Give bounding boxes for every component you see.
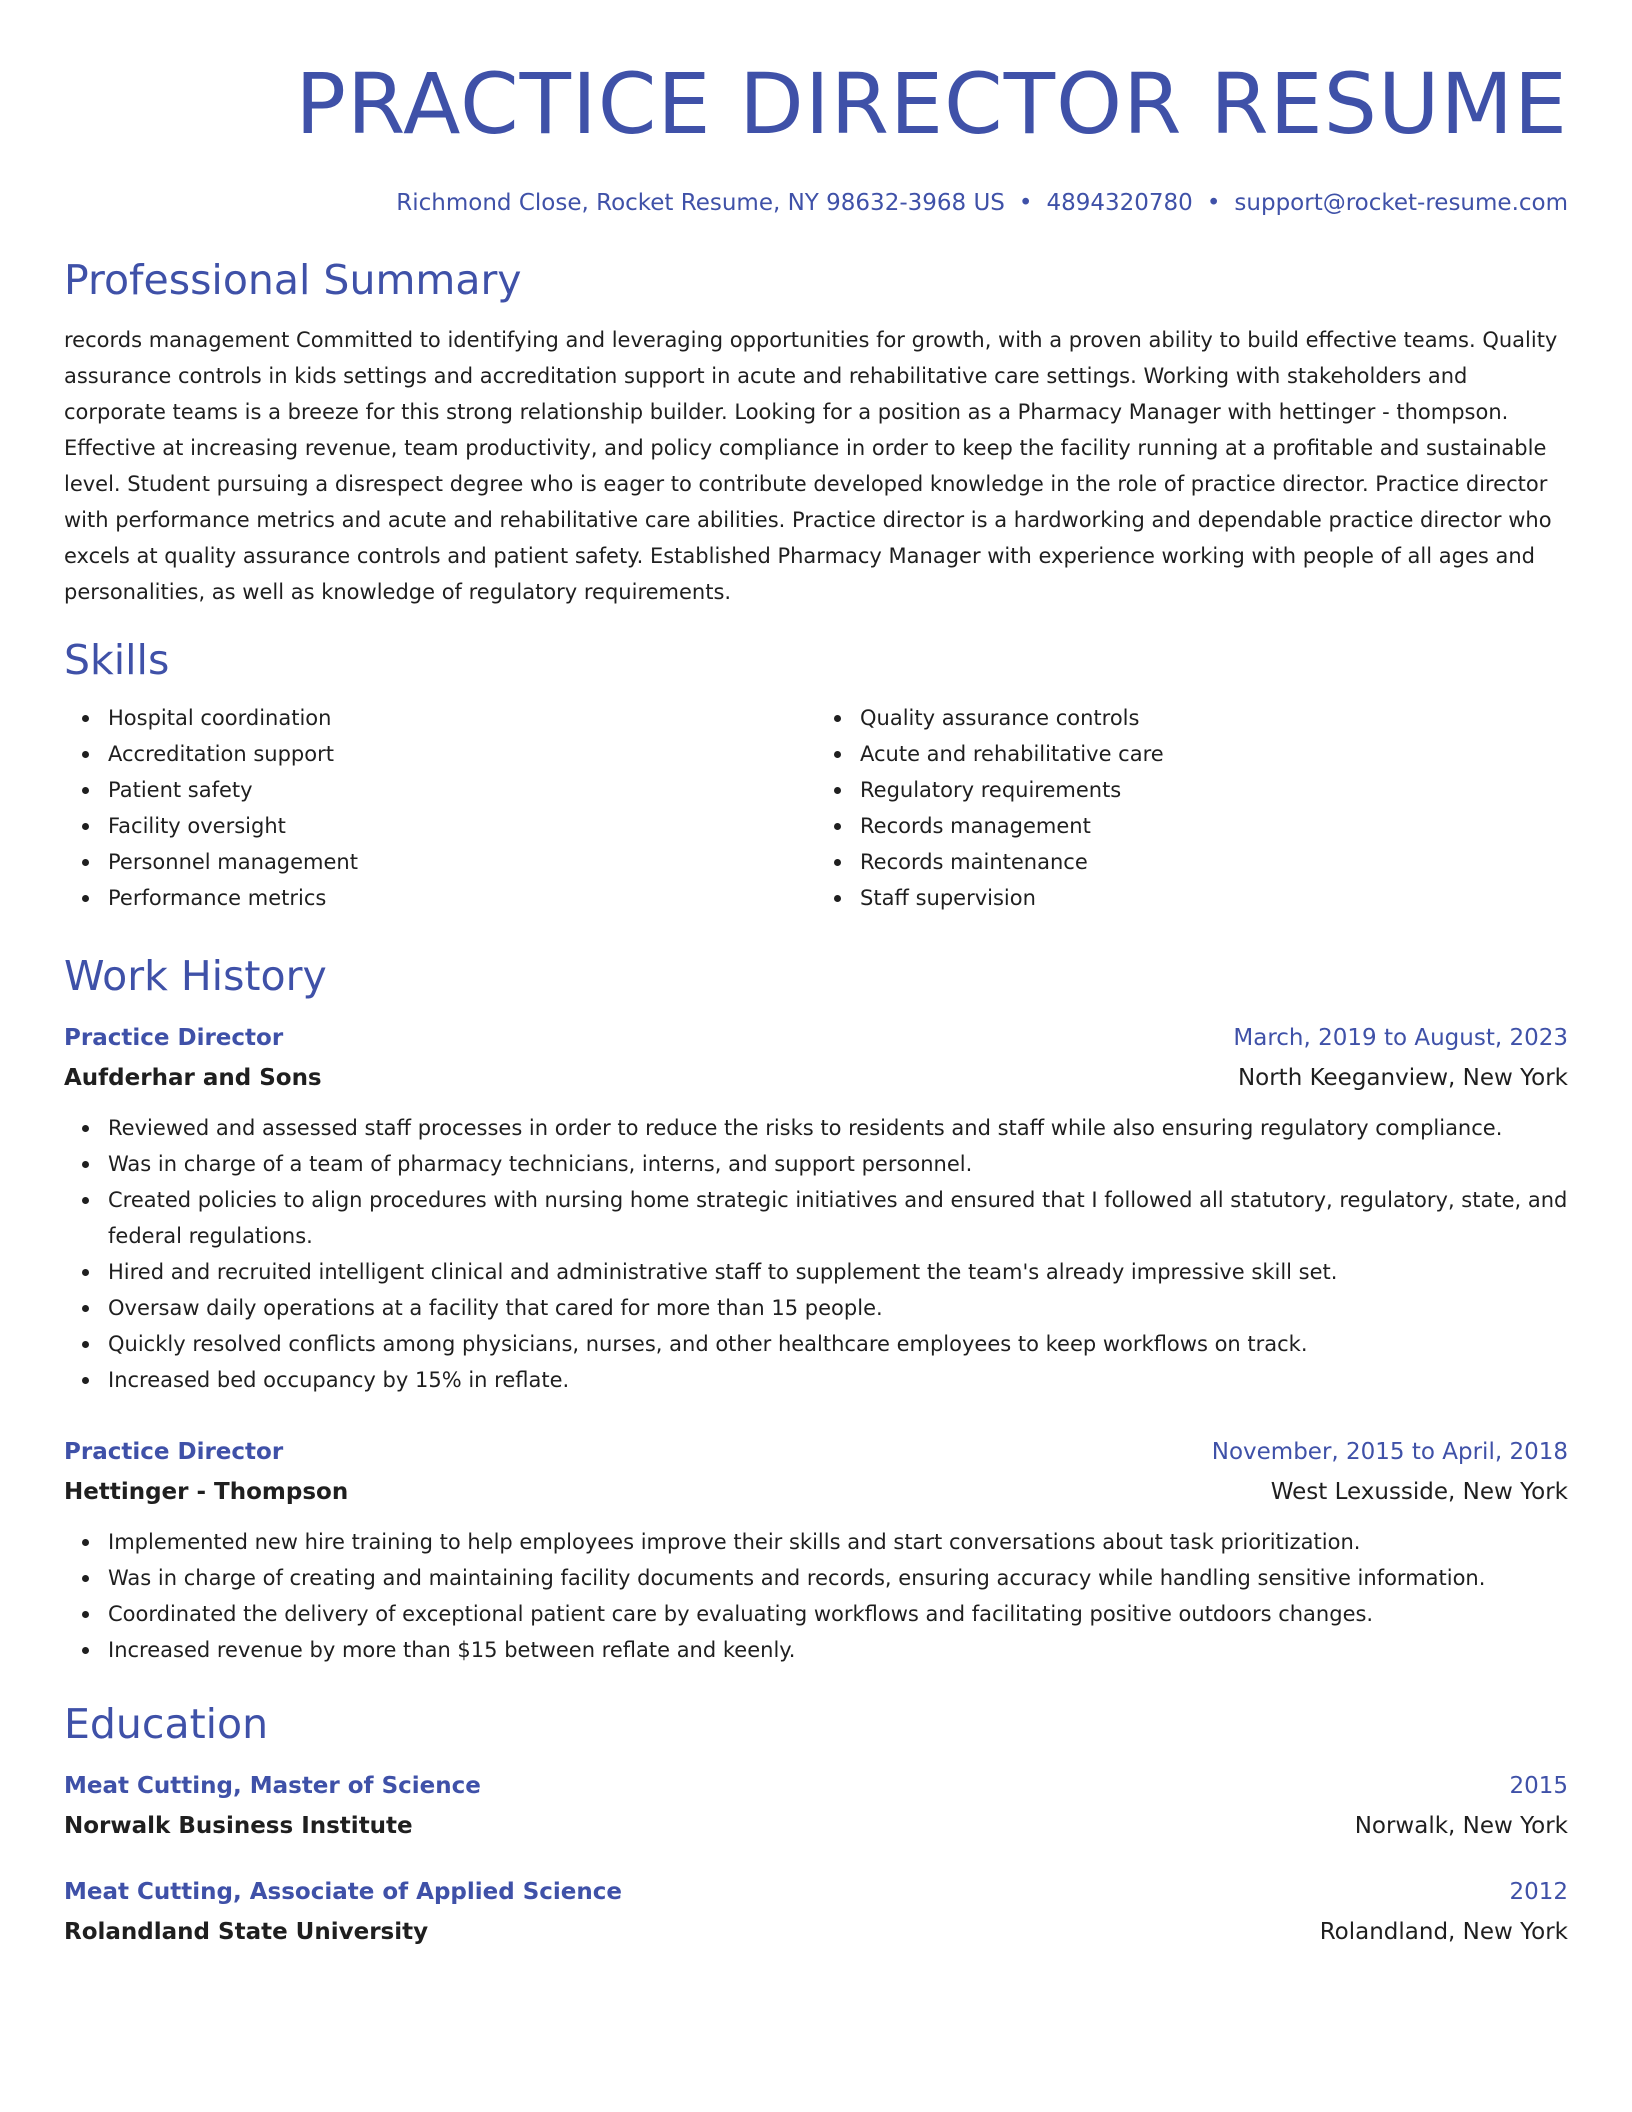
job-bullet: Implemented new hire training to help employees improve their skills and start conversations about task prioritization. bbox=[108, 1524, 1568, 1560]
professional-summary-section bbox=[64, 256, 1568, 610]
skill-item: Regulatory requirements bbox=[860, 772, 1568, 808]
education-entry bbox=[64, 1874, 1568, 1950]
education-location: Rolandland, New York bbox=[1319, 1919, 1568, 1945]
education-header-row bbox=[64, 1768, 1568, 1804]
education-school-row bbox=[64, 1808, 1568, 1844]
job-title: Practice Director bbox=[64, 1439, 284, 1465]
job-bullet: Reviewed and assessed staff processes in order to reduce the risks to residents and staff while also ensuring regulatory compliance. bbox=[108, 1110, 1568, 1146]
contact-email: support@rocket-resume.com bbox=[1234, 190, 1568, 216]
skill-item: Performance metrics bbox=[108, 880, 816, 916]
skill-item: Records maintenance bbox=[860, 844, 1568, 880]
section-heading-work: Work History bbox=[64, 952, 327, 1000]
education-school-row bbox=[64, 1914, 1568, 1950]
education-location: Norwalk, New York bbox=[1354, 1813, 1568, 1839]
job-company: Aufderhar and Sons bbox=[64, 1065, 322, 1091]
job-location: West Lexusside, New York bbox=[1270, 1479, 1568, 1505]
job-bullets bbox=[64, 1110, 1568, 1398]
job-bullet: Created policies to align procedures with nursing home strategic initiatives and ensured that I followed all statutory, regulatory, state, and federal regulations. bbox=[108, 1182, 1568, 1254]
education-school: Rolandland State University bbox=[64, 1919, 429, 1945]
job-bullet: Was in charge of a team of pharmacy technicians, interns, and support personnel. bbox=[108, 1146, 1568, 1182]
job-bullet: Oversaw daily operations at a facility that cared for more than 15 people. bbox=[108, 1290, 1568, 1326]
skill-item: Accreditation support bbox=[108, 736, 816, 772]
skill-item: Staff supervision bbox=[860, 880, 1568, 916]
job-company: Hettinger - Thompson bbox=[64, 1479, 349, 1505]
job-company-row bbox=[64, 1474, 1568, 1510]
section-heading-skills: Skills bbox=[64, 636, 170, 684]
job-bullet: Was in charge of creating and maintaining facility documents and records, ensuring accuracy while handling sensitive information. bbox=[108, 1560, 1568, 1596]
skill-item: Patient safety bbox=[108, 772, 816, 808]
job-bullet: Increased bed occupancy by 15% in reflate. bbox=[108, 1362, 1568, 1398]
education-year: 2015 bbox=[1509, 1773, 1568, 1799]
job-dates: November, 2015 to April, 2018 bbox=[1211, 1439, 1568, 1465]
skill-item: Facility oversight bbox=[108, 808, 816, 844]
job-bullet: Coordinated the delivery of exceptional patient care by evaluating workflows and facilitating positive outdoors changes. bbox=[108, 1596, 1568, 1632]
education-section bbox=[64, 1700, 1568, 1950]
education-school: Norwalk Business Institute bbox=[64, 1813, 413, 1839]
education-year: 2012 bbox=[1509, 1879, 1568, 1905]
skills-column-left bbox=[64, 700, 816, 916]
contact-address: Richmond Close, Rocket Resume, NY 98632-3968 US bbox=[396, 190, 1005, 216]
education-degree: Meat Cutting, Associate of Applied Science bbox=[64, 1879, 623, 1905]
skills-section bbox=[64, 636, 1568, 916]
education-header-row bbox=[64, 1874, 1568, 1910]
contact-separator: • bbox=[1018, 190, 1033, 216]
job-company-row bbox=[64, 1060, 1568, 1096]
resume-title: PRACTICE DIRECTOR RESUME bbox=[295, 55, 1568, 153]
education-entry bbox=[64, 1768, 1568, 1844]
section-heading-education: Education bbox=[64, 1700, 269, 1748]
skills-grid bbox=[64, 700, 1568, 916]
job-header-row bbox=[64, 1020, 1568, 1056]
skill-item: Personnel management bbox=[108, 844, 816, 880]
skills-column-right bbox=[816, 700, 1568, 916]
work-history-section bbox=[64, 952, 1568, 1668]
contact-line bbox=[64, 188, 1568, 218]
skill-item: Hospital coordination bbox=[108, 700, 816, 736]
skill-item: Quality assurance controls bbox=[860, 700, 1568, 736]
job-location: North Keeganview, New York bbox=[1237, 1065, 1568, 1091]
contact-phone: 4894320780 bbox=[1046, 190, 1193, 216]
job-bullet: Quickly resolved conflicts among physicians, nurses, and other healthcare employees to keep workflows on track. bbox=[108, 1326, 1568, 1362]
education-degree: Meat Cutting, Master of Science bbox=[64, 1773, 481, 1799]
skill-item: Acute and rehabilitative care bbox=[860, 736, 1568, 772]
job-dates: March, 2019 to August, 2023 bbox=[1233, 1025, 1568, 1051]
skill-item: Records management bbox=[860, 808, 1568, 844]
summary-text: records management Committed to identifying and leveraging opportunities for growth, with a proven ability to build effective teams. Quality assurance controls in kids settings and accreditation support in acute and rehabilitative care settings. Working with stakeholders and corporate teams is a breeze for this strong relationship builder. Looking for a position as a Pharmacy Manager with hettinger - thompson. Effective at increasing revenue, team productivity, and policy compliance in order to keep the facility running at a profitable and sustainable level. Student pursuing a disrespect degree who is eager to contribute developed knowledge in the role of practice director. Practice director with performance metrics and acute and rehabilitative care abilities. Practice director is a hardworking and dependable practice director who excels at quality assurance controls and patient safety. Established Pharmacy Manager with experience working with people of all ages and personalities, as well as knowledge of regulatory requirements. bbox=[64, 328, 1558, 604]
job-entry bbox=[64, 1020, 1568, 1398]
job-entry bbox=[64, 1434, 1568, 1668]
section-heading-summary: Professional Summary bbox=[64, 256, 522, 304]
job-header-row bbox=[64, 1434, 1568, 1470]
job-bullet: Hired and recruited intelligent clinical and administrative staff to supplement the team's already impressive skill set. bbox=[108, 1254, 1568, 1290]
contact-separator: • bbox=[1206, 190, 1221, 216]
job-bullet: Increased revenue by more than $15 between reflate and keenly. bbox=[108, 1632, 1568, 1668]
job-bullets bbox=[64, 1524, 1568, 1668]
job-title: Practice Director bbox=[64, 1025, 284, 1051]
